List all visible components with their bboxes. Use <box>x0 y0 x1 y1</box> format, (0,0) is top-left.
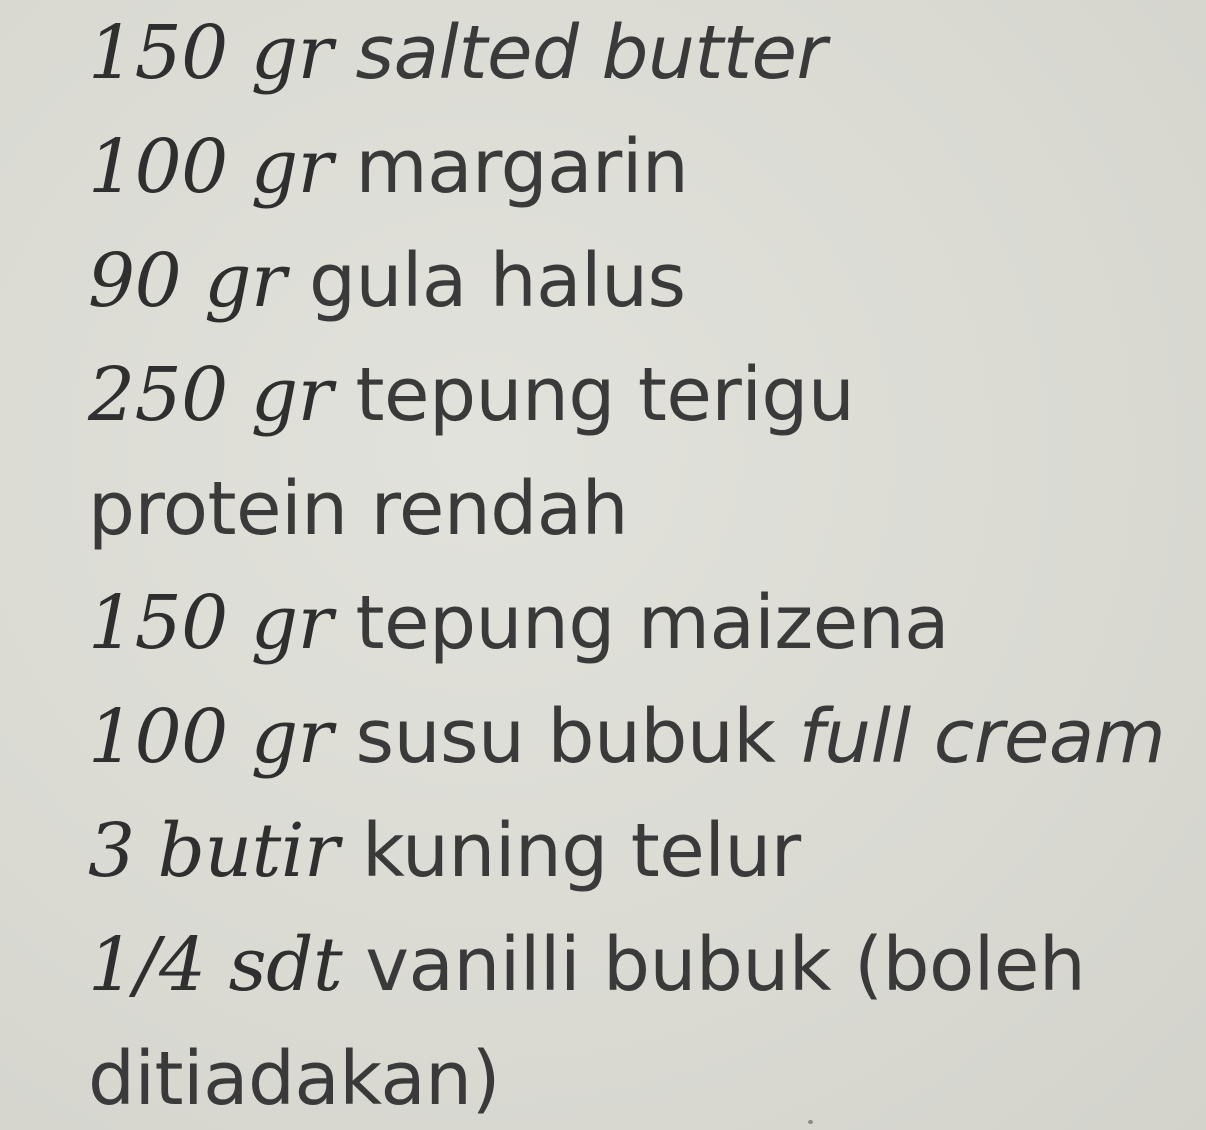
ingredient-quantity: 150 gr <box>88 10 333 96</box>
ingredient-quantity: 250 gr <box>88 352 333 438</box>
ingredient-line <box>88 231 686 331</box>
ingredient-name: margarin <box>355 124 689 210</box>
ingredient-name: salted butter <box>355 10 827 96</box>
ingredient-line <box>88 801 801 901</box>
ingredient-line <box>88 1029 500 1129</box>
ingredient-quantity: 3 butir <box>88 808 339 894</box>
ingredient-name: tepung maizena <box>355 580 949 666</box>
ingredient-name: tepung terigu <box>355 352 855 438</box>
ingredient-line <box>88 687 1165 787</box>
ingredient-name: vanilli bubuk (boleh <box>365 922 1086 1008</box>
ingredient-line <box>88 915 1085 1015</box>
ingredient-quantity: 1/4 sdt <box>88 922 343 1008</box>
ingredient-name: susu bubuk <box>355 694 776 780</box>
ingredient-line <box>88 345 854 445</box>
ingredient-name-extra: full cream <box>798 694 1166 780</box>
ingredient-quantity: 90 gr <box>88 238 286 324</box>
ingredient-line <box>88 573 949 673</box>
ingredient-name: gula halus <box>308 238 686 324</box>
ingredient-line <box>88 459 628 559</box>
ingredient-quantity: 100 gr <box>88 694 333 780</box>
ingredient-quantity: 100 gr <box>88 124 333 210</box>
ingredient-line <box>88 117 688 217</box>
paper-speck <box>808 1120 813 1124</box>
ingredient-quantity: 150 gr <box>88 580 333 666</box>
ingredient-name: protein rendah <box>88 466 629 552</box>
ingredient-line <box>88 3 826 103</box>
ingredient-name: kuning telur <box>361 808 801 894</box>
ingredient-name: ditiadakan) <box>88 1036 500 1122</box>
